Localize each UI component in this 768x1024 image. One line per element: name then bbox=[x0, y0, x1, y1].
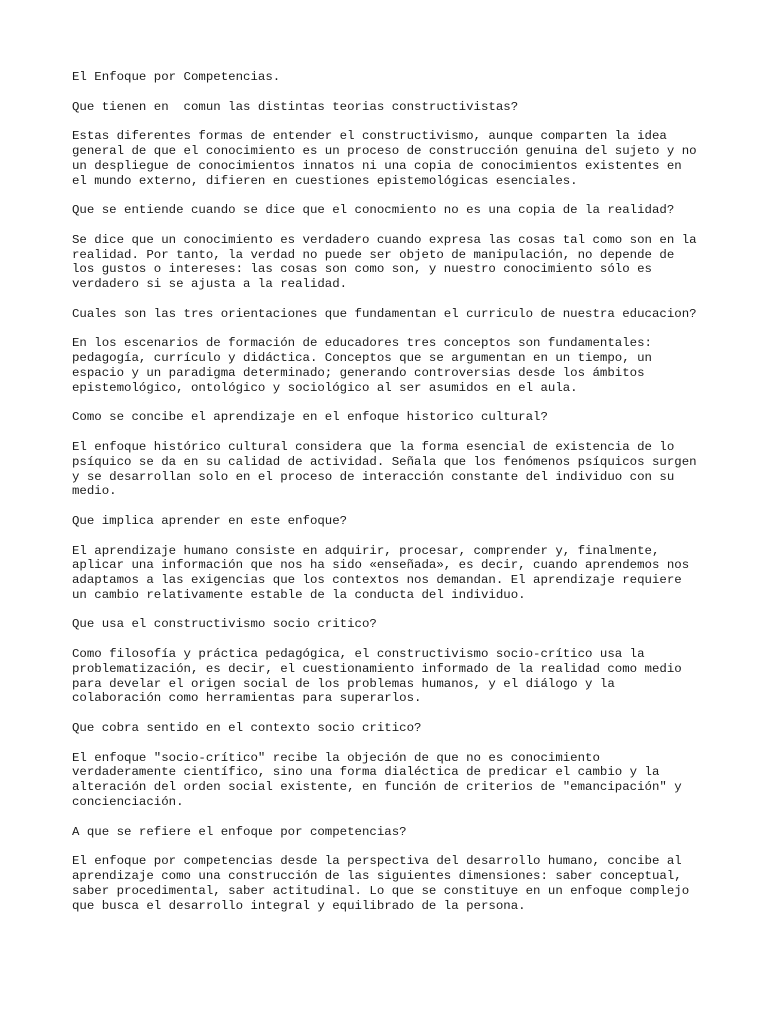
question-7: Que cobra sentido en el contexto socio critico? bbox=[72, 721, 422, 736]
question-5: Que implica aprender en este enfoque? bbox=[72, 513, 348, 528]
answer-3: En los escenarios de formación de educadores tres conceptos son fundamentales: pedagogía, currículo y didáctica. Conceptos que se argumentan en un tiempo, un espacio y un paradigma determinado; generando controversias desde los ámbitos epistemológico, ontológico y sociológico al ser asumidos en el aula. bbox=[72, 336, 660, 395]
question-3: Cuales son las tres orientaciones que fundamentan el curriculo de nuestra educacion? bbox=[72, 306, 697, 321]
answer-4: El enfoque histórico cultural considera que la forma esencial de existencia de lo psíquico se da en su calidad de actividad. Señala que los fenómenos psíquicos surgen y se desarrollan solo en el proceso de interacción constante del individuo con su medio. bbox=[72, 439, 705, 499]
question-4: Como se concibe el aprendizaje en el enfoque historico cultural? bbox=[72, 410, 548, 425]
answer-8: El enfoque por competencias desde la perspectiva del desarrollo humano, concibe al aprendizaje como una construcción de las siguientes dimensiones: saber conceptual, saber procedimental, saber actitudinal. Lo que se constituye en un enfoque complejo que busca el desarrollo integral y equilibrado de la persona. bbox=[72, 854, 697, 913]
answer-5: El aprendizaje humano consiste en adquirir, procesar, comprender y, finalmente, aplicar una información que nos ha sido «enseñada», es decir, cuando aprendemos nos adaptamos a las exigencias que los contextos nos demandan. El aprendizaje requiere un cambio relativamente estable de la conducta del individuo. bbox=[72, 543, 697, 602]
document-body bbox=[72, 70, 705, 928]
question-8: A que se refiere el enfoque por competencias? bbox=[72, 824, 407, 839]
answer-6: Como filosofía y práctica pedagógica, el constructivismo socio-crítico usa la problematización, es decir, el cuestionamiento informado de la realidad como medio para develar el origen social de los problemas humanos, y el diálogo y la colaboración como herramientas para superarlos. bbox=[72, 647, 690, 706]
answer-7: El enfoque "socio-crítico" recibe la objeción de que no es conocimiento verdaderamente científico, sino una forma dialéctica de predicar el cambio y la alteración del orden social existente, en función de criterios de "emancipación" y concienciación. bbox=[72, 750, 690, 810]
question-2: Que se entiende cuando se dice que el conocmiento no es una copia de la realidad? bbox=[72, 203, 675, 218]
question-6: Que usa el constructivismo socio critico? bbox=[72, 617, 377, 632]
answer-2: Se dice que un conocimiento es verdadero cuando expresa las cosas tal como son en la realidad. Por tanto, la verdad no puede ser objeto de manipulación, no depende de los gustos o intereses: las cosas son como son, y nuestro conocimiento sólo es verdadero si se ajusta a la realidad. bbox=[72, 232, 705, 292]
document-title: El Enfoque por Competencias. bbox=[72, 70, 281, 84]
question-1: Que tienen en comun las distintas teorias constructivistas? bbox=[72, 99, 519, 114]
answer-1: Estas diferentes formas de entender el constructivismo, aunque comparten la idea general de que el conocimiento es un proceso de construcción genuina del sujeto y no un despliegue de conocimientos innatos ni una copia de conocimientos existentes en el mundo externo, difieren en cuestiones epistemológicas esenciales. bbox=[72, 129, 705, 188]
